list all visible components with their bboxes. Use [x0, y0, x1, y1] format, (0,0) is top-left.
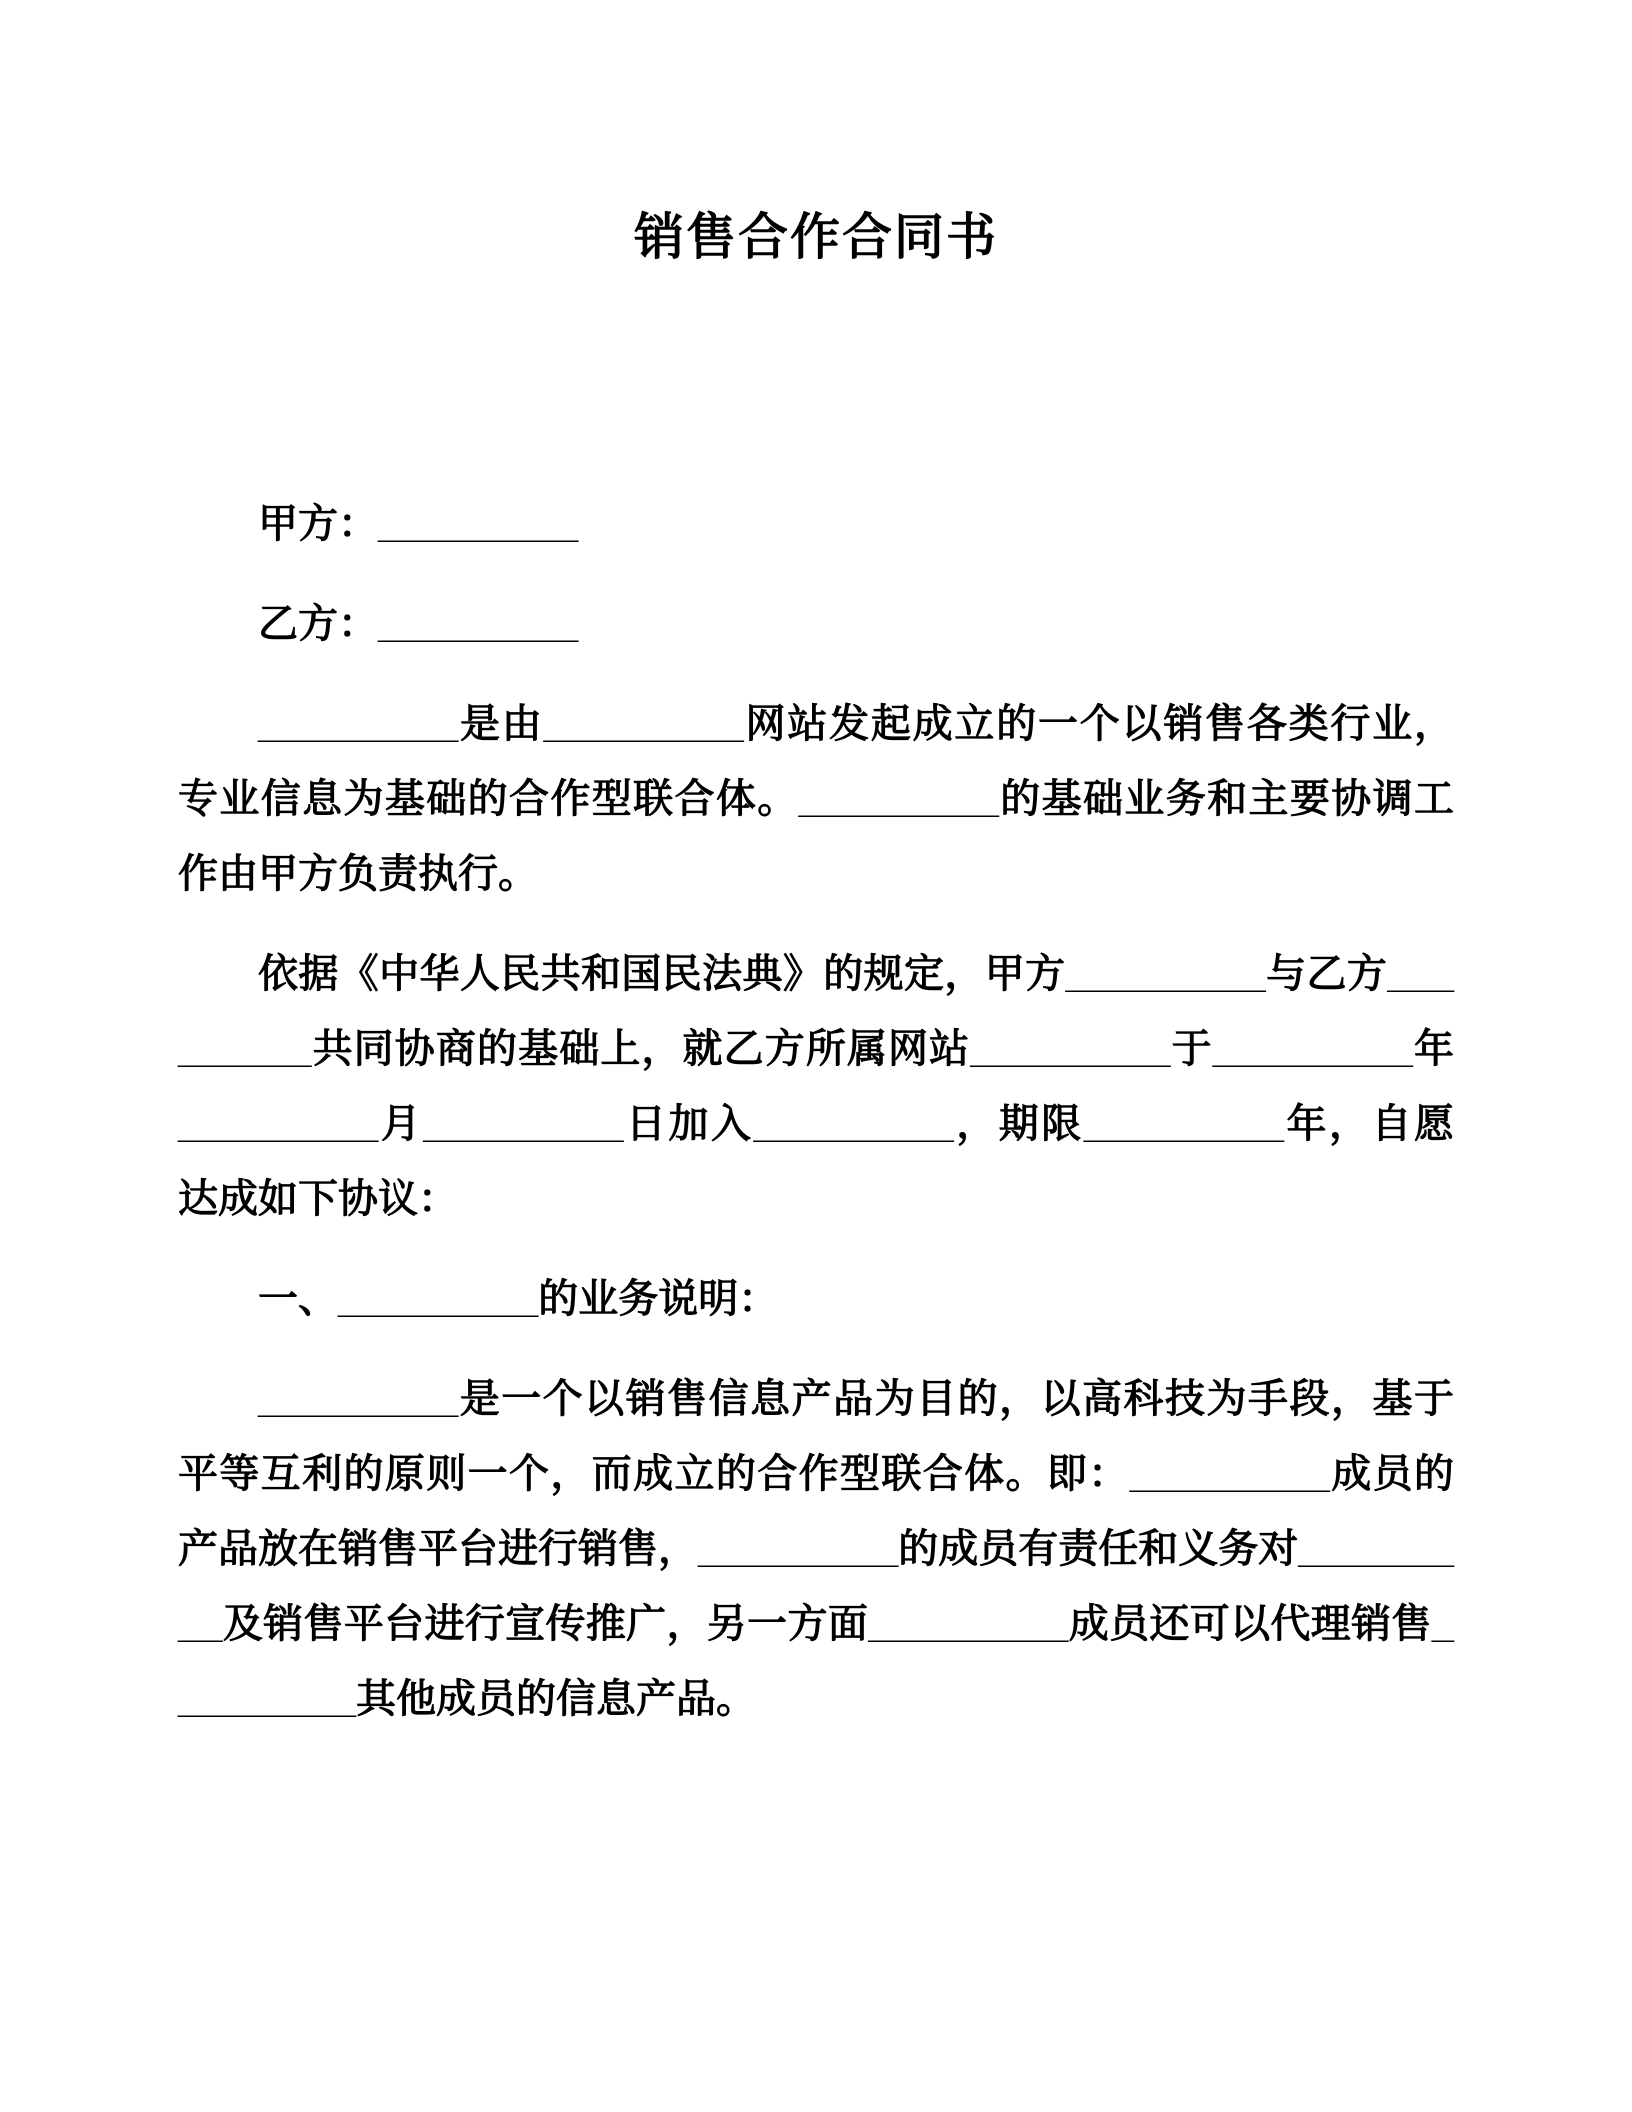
paragraph-legal-basis: 依据《中华人民共和国民法典》的规定，甲方_________与乙方_________共同协商的基础上，就乙方所属网站_________于_________年_________月_________日加入_________，期限_________年，自愿达成如下协议： [178, 952, 1454, 1221]
section-1-heading: 一、_________的业务说明： [258, 1277, 779, 1321]
paragraph-intro: _________是由_________网站发起成立的一个以销售各类行业，专业信息为基础的合作型联合体。_________的基础业务和主要协调工作由甲方负责执行。 [178, 702, 1454, 896]
party-b-line: 乙方：_________ [258, 602, 579, 646]
document-title: 销售合作合同书 [634, 209, 998, 265]
party-a-line: 甲方：_________ [258, 502, 579, 546]
section-1-paragraph: _________是一个以销售信息产品为目的，以高科技为手段，基于平等互利的原则一个，而成立的合作型联合体。即：_________成员的产品放在销售平台进行销售，_________的成员有责任和义务对_________及销售平台进行宣传推广，另一方面_________成员还可以代理销售_________其他成员的信息产品。 [178, 1377, 1454, 1721]
